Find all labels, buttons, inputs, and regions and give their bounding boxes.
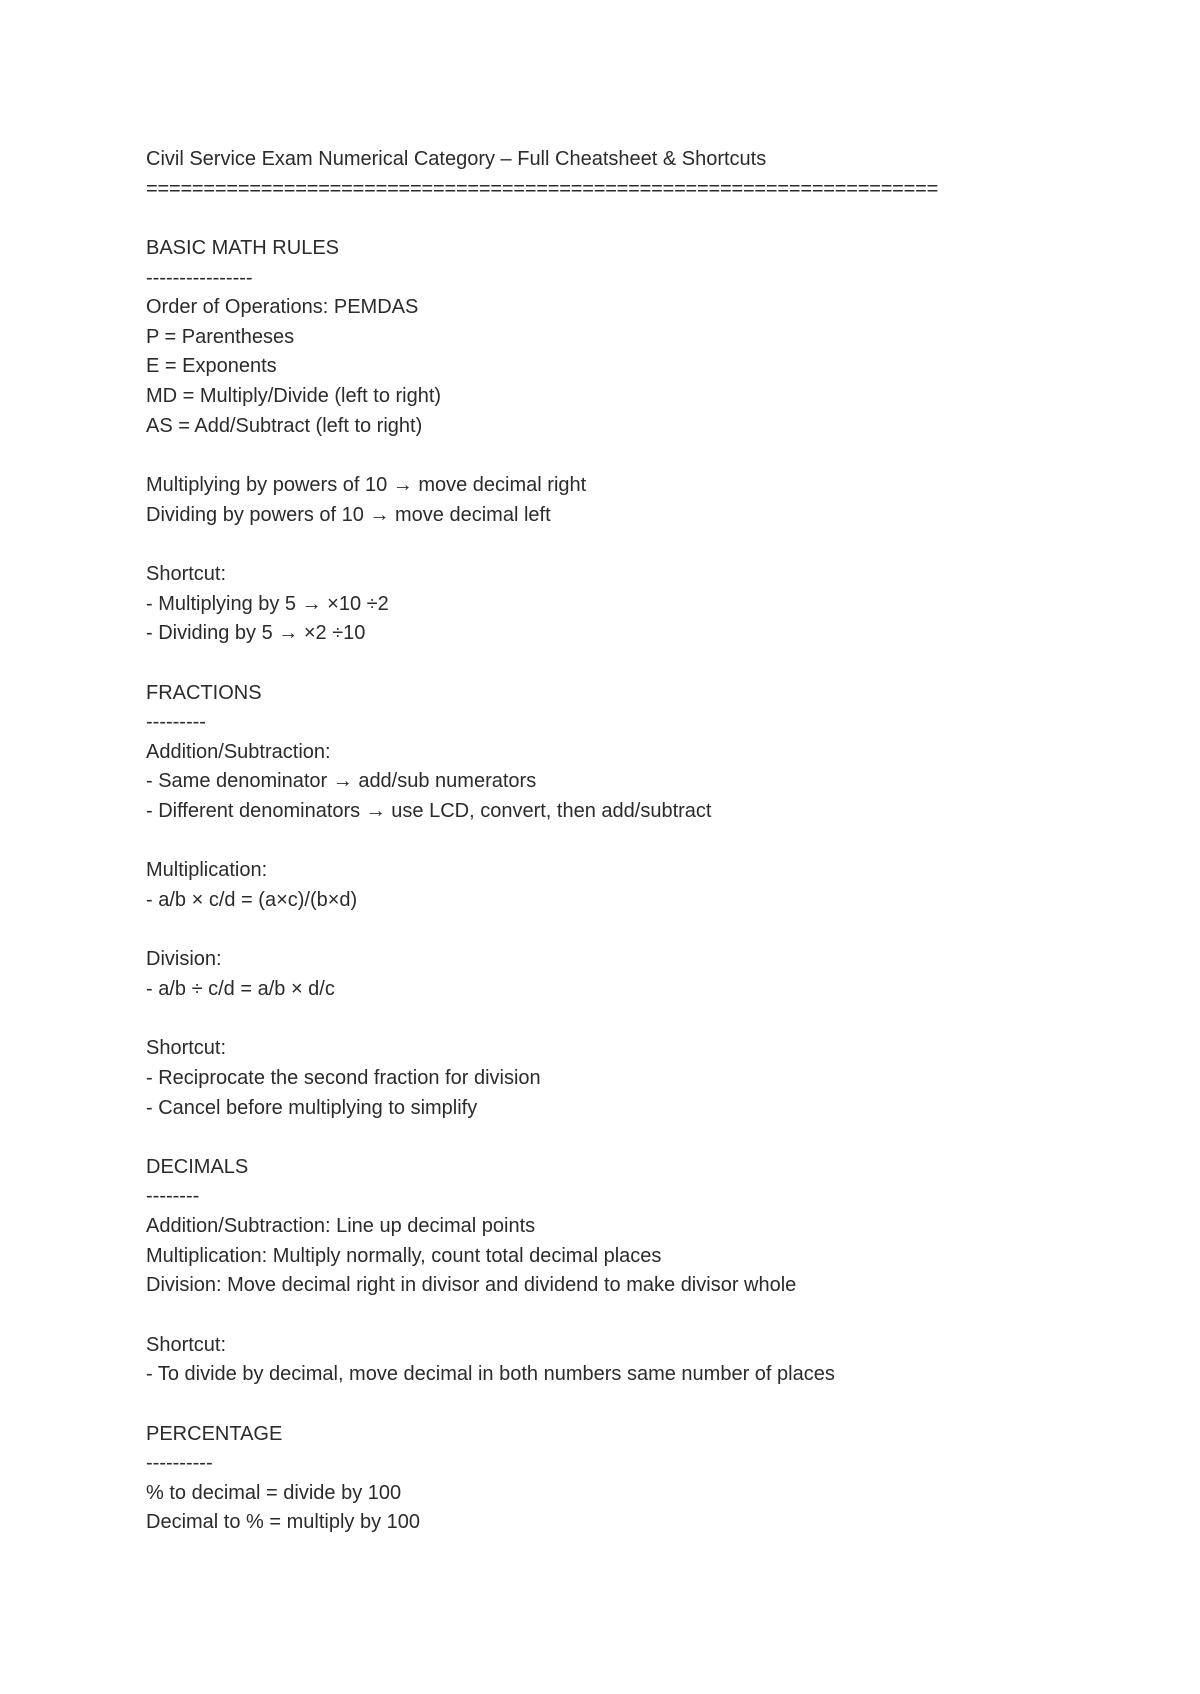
spacer	[146, 204, 1146, 234]
text-line: MD = Multiply/Divide (left to right)	[146, 385, 442, 408]
section-underline: ---------	[146, 711, 206, 734]
text-line: E = Exponents	[146, 355, 277, 378]
section-heading-basic-math-rules: BASIC MATH RULES	[146, 236, 339, 259]
spacer	[146, 441, 1146, 471]
list-item: - Reciprocate the second fraction for division	[146, 1066, 541, 1089]
text-line: AS = Add/Subtract (left to right)	[146, 414, 423, 437]
text-line: Division: Move decimal right in divisor and dividend to make divisor whole	[146, 1274, 797, 1297]
document-title: Civil Service Exam Numerical Category – Full Cheatsheet & Shortcuts	[146, 148, 767, 170]
section-underline: ----------------	[146, 266, 253, 289]
text-line: Order of Operations: PEMDAS	[146, 296, 419, 319]
list-item: - Dividing by 5 → ×2 ÷10	[146, 622, 366, 645]
subheading: Division:	[146, 948, 222, 971]
text-line: Dividing by powers of 10 → move decimal left	[146, 503, 551, 526]
text-line: Addition/Subtraction: Line up decimal points	[146, 1215, 536, 1238]
spacer	[146, 1390, 1146, 1420]
shortcut-label: Shortcut:	[146, 562, 227, 585]
list-item: - Different denominators → use LCD, convert, then add/subtract	[146, 800, 712, 823]
text-line: Multiplication: Multiply normally, count total decimal places	[146, 1244, 662, 1267]
spacer	[146, 916, 1146, 946]
title-underline: =====================================================================	[146, 177, 939, 200]
list-item: - To divide by decimal, move decimal in both numbers same number of places	[146, 1363, 835, 1386]
shortcut-label: Shortcut:	[146, 1037, 227, 1060]
text-line: P = Parentheses	[146, 325, 295, 348]
list-item: - a/b ÷ c/d = a/b × d/c	[146, 977, 335, 1000]
shortcut-label: Shortcut:	[146, 1333, 227, 1356]
section-heading-percentage: PERCENTAGE	[146, 1422, 283, 1445]
section-underline: --------	[146, 1185, 200, 1208]
section-heading-decimals: DECIMALS	[146, 1155, 249, 1178]
text-line: % to decimal = divide by 100	[146, 1481, 402, 1504]
document-body	[146, 145, 1146, 1538]
spacer	[146, 827, 1146, 857]
text-line: Multiplying by powers of 10 → move decimal right	[146, 474, 587, 497]
spacer	[146, 1123, 1146, 1153]
subheading: Multiplication:	[146, 859, 268, 882]
section-heading-fractions: FRACTIONS	[146, 681, 262, 704]
text-line: Decimal to % = multiply by 100	[146, 1511, 421, 1534]
subheading: Addition/Subtraction:	[146, 740, 331, 763]
list-item: - Same denominator → add/sub numerators	[146, 770, 537, 793]
list-item: - a/b × c/d = (a×c)/(b×d)	[146, 889, 358, 912]
section-underline: ----------	[146, 1452, 213, 1475]
spacer	[146, 530, 1146, 560]
spacer	[146, 1301, 1146, 1331]
spacer	[146, 1005, 1146, 1035]
list-item: - Multiplying by 5 → ×10 ÷2	[146, 592, 389, 615]
list-item: - Cancel before multiplying to simplify	[146, 1096, 478, 1119]
spacer	[146, 649, 1146, 679]
